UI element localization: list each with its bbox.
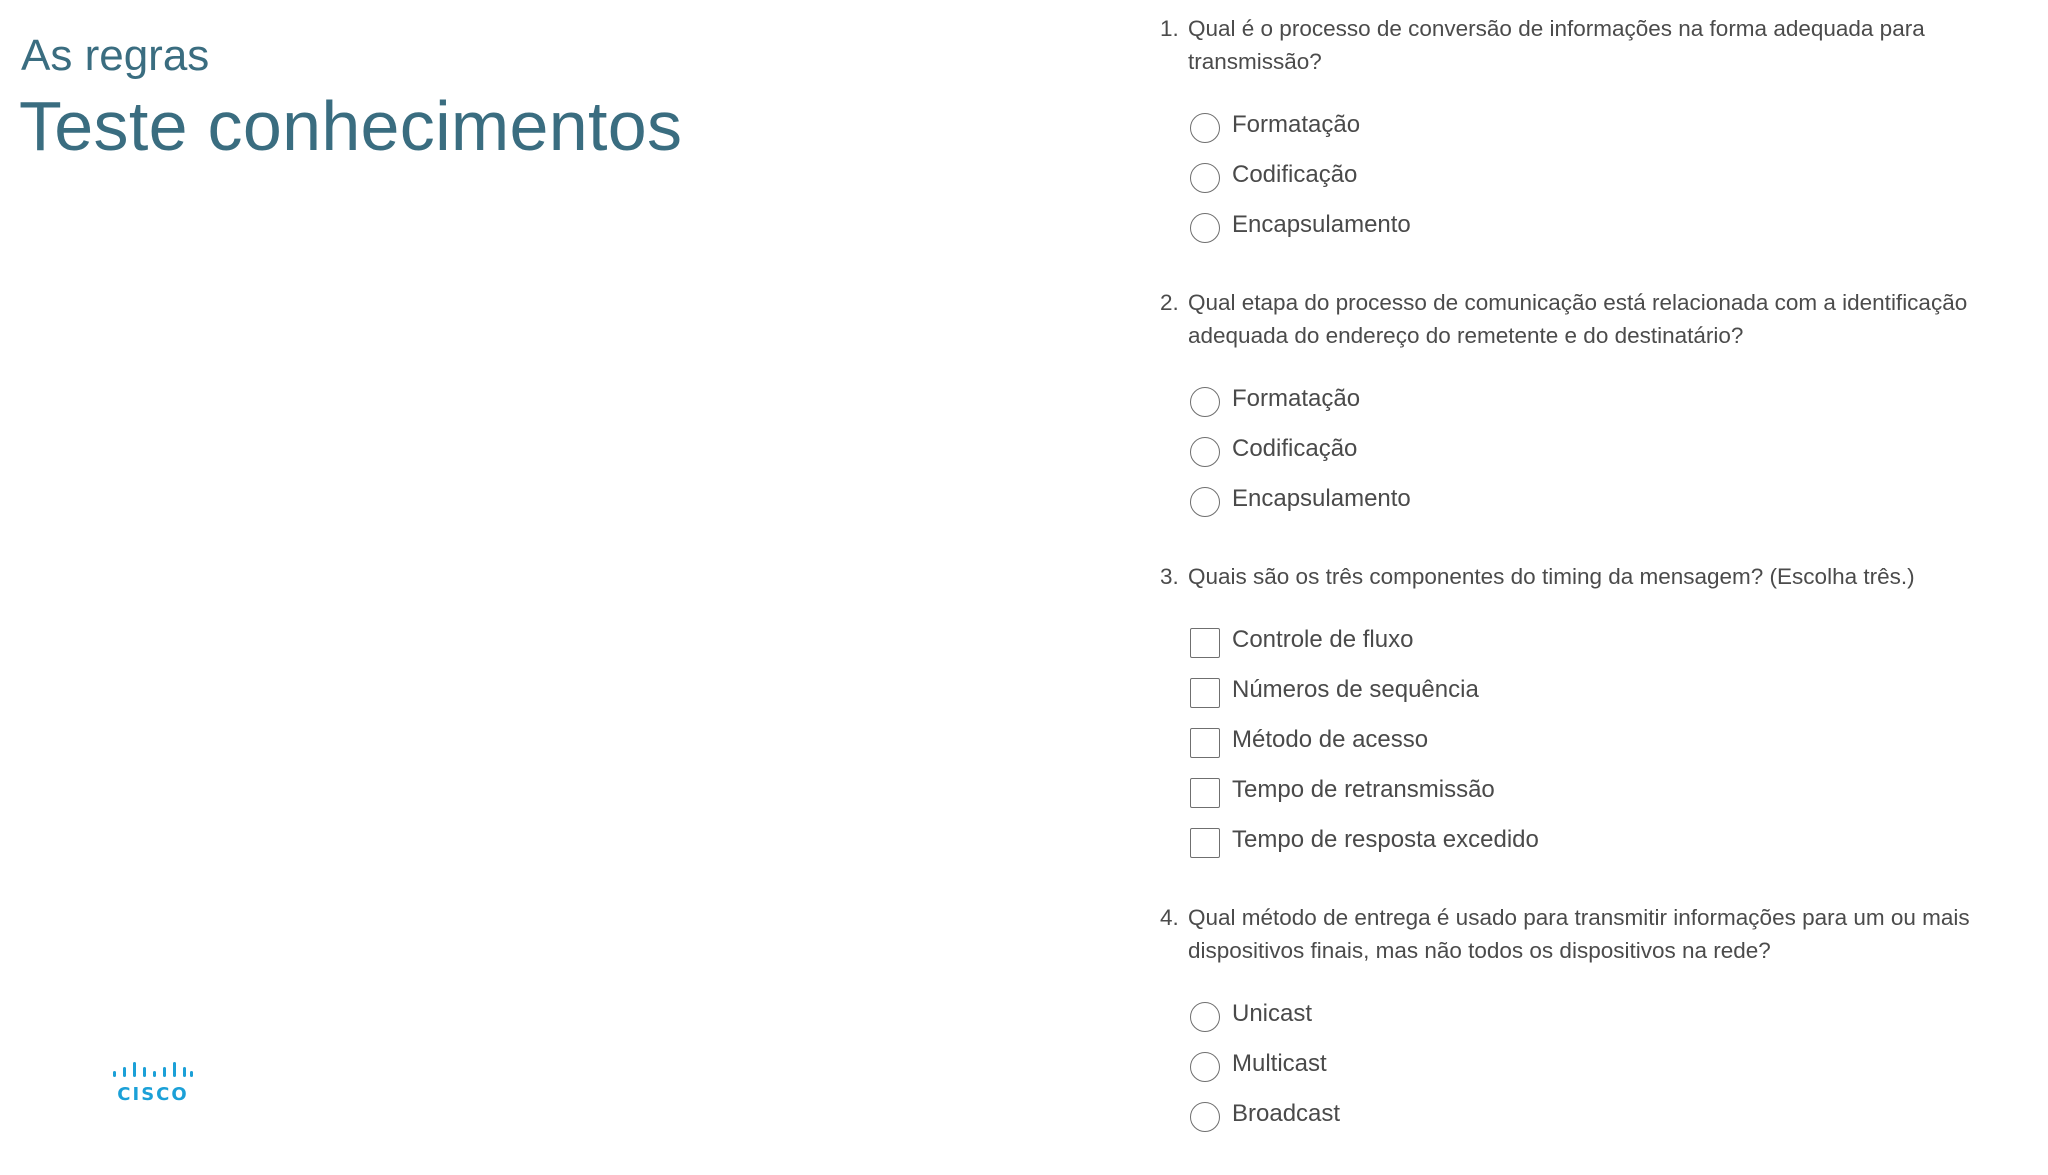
question-number: 2. — [1160, 290, 1179, 315]
question-body: Qual método de entrega é usado para transmitir informações para um ou mais dispositivos finais, mas não todos os dispositivos na rede? — [1188, 905, 1970, 963]
answer-option-label: Tempo de resposta excedido — [1232, 826, 1539, 853]
radio-button[interactable] — [1190, 113, 1220, 143]
question-text — [1160, 560, 2040, 593]
answer-option[interactable] — [1190, 815, 2040, 865]
answer-option-label: Broadcast — [1232, 1100, 1341, 1127]
question-number: 3. — [1160, 564, 1179, 589]
question-2 — [1160, 286, 2040, 524]
question-1 — [1160, 12, 2040, 250]
answer-options — [1160, 100, 2040, 250]
quiz — [1160, 12, 2040, 1175]
question-4 — [1160, 901, 2040, 1139]
question-body: Qual é o processo de conversão de informações na forma adequada para transmissão? — [1188, 16, 1925, 74]
answer-option-label: Tempo de retransmissão — [1232, 776, 1495, 803]
answer-option[interactable] — [1190, 765, 2040, 815]
answer-option-label: Método de acesso — [1232, 726, 1429, 753]
cisco-logo — [112, 1060, 194, 1106]
question-text — [1160, 901, 2040, 967]
radio-button[interactable] — [1190, 163, 1220, 193]
checkbox[interactable] — [1190, 828, 1220, 858]
answer-option[interactable] — [1190, 1039, 2040, 1089]
answer-option[interactable] — [1190, 374, 2040, 424]
checkbox[interactable] — [1190, 728, 1220, 758]
answer-option-label: Codificação — [1232, 161, 1358, 188]
answer-option-label: Formatação — [1232, 385, 1361, 412]
answer-option[interactable] — [1190, 1089, 2040, 1139]
radio-button[interactable] — [1190, 487, 1220, 517]
question-number: 1. — [1160, 16, 1179, 41]
answer-option-label: Números de sequência — [1232, 676, 1479, 703]
answer-option[interactable] — [1190, 150, 2040, 200]
question-text — [1160, 12, 2040, 78]
answer-option[interactable] — [1190, 424, 2040, 474]
answer-option-label: Encapsulamento — [1232, 485, 1411, 512]
question-3 — [1160, 560, 2040, 865]
radio-button[interactable] — [1190, 437, 1220, 467]
answer-option[interactable] — [1190, 100, 2040, 150]
checkbox[interactable] — [1190, 778, 1220, 808]
answer-option-label: Formatação — [1232, 111, 1361, 138]
question-text — [1160, 286, 2040, 352]
answer-option-label: Codificação — [1232, 435, 1358, 462]
answer-option[interactable] — [1190, 615, 2040, 665]
question-body: Qual etapa do processo de comunicação está relacionada com a identificação adequada do endereço do remetente e do destinatário? — [1188, 290, 1968, 348]
answer-options — [1160, 989, 2040, 1139]
radio-button[interactable] — [1190, 1002, 1220, 1032]
answer-option-label: Controle de fluxo — [1232, 626, 1414, 653]
answer-option-label: Multicast — [1232, 1050, 1327, 1077]
answer-option[interactable] — [1190, 989, 2040, 1039]
answer-option-label: Encapsulamento — [1232, 211, 1411, 238]
answer-options — [1160, 615, 2040, 865]
answer-option-label: Unicast — [1232, 1000, 1313, 1027]
radio-button[interactable] — [1190, 387, 1220, 417]
answer-options — [1160, 374, 2040, 524]
radio-button[interactable] — [1190, 1052, 1220, 1082]
cisco-bars-icon — [112, 1060, 194, 1082]
question-number: 4. — [1160, 905, 1179, 930]
answer-option[interactable] — [1190, 474, 2040, 524]
answer-option[interactable] — [1190, 715, 2040, 765]
question-body: Quais são os três componentes do timing da mensagem? (Escolha três.) — [1188, 564, 1915, 589]
answer-option[interactable] — [1190, 200, 2040, 250]
checkbox[interactable] — [1190, 678, 1220, 708]
answer-option[interactable] — [1190, 665, 2040, 715]
radio-button[interactable] — [1190, 213, 1220, 243]
slide-title: Teste conhecimentos — [19, 87, 683, 165]
slide-subtitle: As regras — [21, 31, 210, 80]
cisco-logo-text: CISCO — [117, 1084, 189, 1105]
radio-button[interactable] — [1190, 1102, 1220, 1132]
checkbox[interactable] — [1190, 628, 1220, 658]
